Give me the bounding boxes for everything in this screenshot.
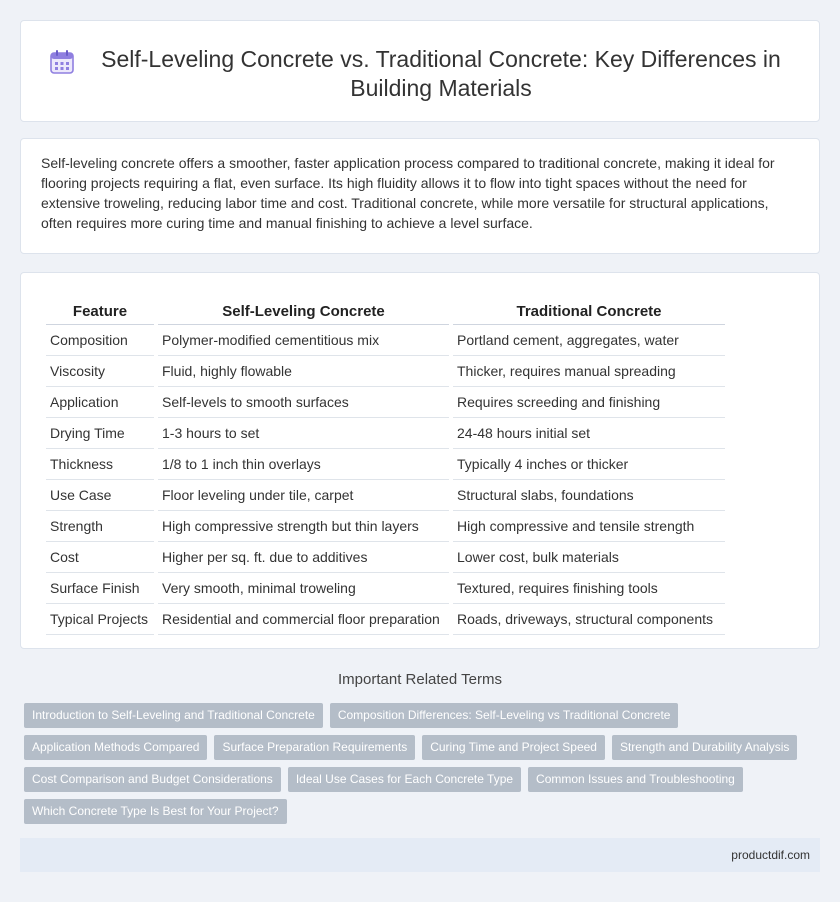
table-row: [46, 356, 725, 387]
self-leveling-cell: Very smooth, minimal troweling: [158, 573, 449, 604]
feature-cell: Use Case: [46, 480, 154, 511]
related-term-link[interactable]: Introduction to Self-Leveling and Traditional Concrete: [24, 703, 323, 728]
related-term-link[interactable]: Which Concrete Type Is Best for Your Project?: [24, 799, 287, 824]
self-leveling-cell: Polymer-modified cementitious mix: [158, 325, 449, 356]
column-header-feature: Feature: [46, 294, 154, 325]
self-leveling-cell: Higher per sq. ft. due to additives: [158, 542, 449, 573]
related-term-link[interactable]: Cost Comparison and Budget Considerations: [24, 767, 281, 792]
traditional-cell: Portland cement, aggregates, water: [453, 325, 725, 356]
intro-paragraph: Self-leveling concrete offers a smoother, faster application process compared to traditional concrete, making it ideal for flooring projects requiring a flat, even surface. Its high fluidity allows it to flow into tight spaces without the need for extensive troweling, reducing labor time and cost. Traditional concrete, while more versatile for structural applications, often requires more curing time and manual finishing to achieve a level surface.: [41, 155, 775, 231]
table-row: [46, 511, 725, 542]
traditional-cell: Textured, requires finishing tools: [453, 573, 725, 604]
table-row: [46, 604, 725, 635]
feature-cell: Strength: [46, 511, 154, 542]
feature-cell: Thickness: [46, 449, 154, 480]
comparison-card: [20, 272, 820, 649]
traditional-cell: Typically 4 inches or thicker: [453, 449, 725, 480]
column-header-traditional: Traditional Concrete: [453, 294, 725, 325]
related-term-link[interactable]: Composition Differences: Self-Leveling vs Traditional Concrete: [330, 703, 679, 728]
table-row: [46, 449, 725, 480]
self-leveling-cell: Floor leveling under tile, carpet: [158, 480, 449, 511]
related-term-link[interactable]: Curing Time and Project Speed: [422, 735, 605, 760]
table-row: [46, 480, 725, 511]
footer: [20, 838, 820, 872]
footer-site-link[interactable]: productdif.com: [731, 848, 810, 862]
feature-cell: Typical Projects: [46, 604, 154, 635]
comparison-table: [42, 294, 729, 635]
table-row: [46, 573, 725, 604]
self-leveling-cell: High compressive strength but thin layers: [158, 511, 449, 542]
column-header-self-leveling: Self-Leveling Concrete: [158, 294, 449, 325]
feature-cell: Viscosity: [46, 356, 154, 387]
table-row: [46, 542, 725, 573]
table-row: [46, 418, 725, 449]
traditional-cell: High compressive and tensile strength: [453, 511, 725, 542]
traditional-cell: Requires screeding and finishing: [453, 387, 725, 418]
self-leveling-cell: Fluid, highly flowable: [158, 356, 449, 387]
self-leveling-cell: 1-3 hours to set: [158, 418, 449, 449]
table-header-row: [46, 294, 725, 325]
traditional-cell: Structural slabs, foundations: [453, 480, 725, 511]
feature-cell: Drying Time: [46, 418, 154, 449]
page-title: Self-Leveling Concrete vs. Traditional Concrete: Key Differences in Building Materials: [101, 46, 781, 101]
related-term-link[interactable]: Strength and Durability Analysis: [612, 735, 797, 760]
related-term-link[interactable]: Surface Preparation Requirements: [214, 735, 415, 760]
feature-cell: Cost: [46, 542, 154, 573]
self-leveling-cell: Residential and commercial floor preparation: [158, 604, 449, 635]
related-terms-list: [24, 703, 824, 831]
header-card: [20, 20, 820, 122]
feature-cell: Application: [46, 387, 154, 418]
related-term-link[interactable]: Common Issues and Troubleshooting: [528, 767, 743, 792]
related-term-link[interactable]: Ideal Use Cases for Each Concrete Type: [288, 767, 521, 792]
related-terms-heading: Important Related Terms: [338, 671, 502, 688]
calendar-icon: [49, 49, 75, 75]
self-leveling-cell: Self-levels to smooth surfaces: [158, 387, 449, 418]
traditional-cell: Roads, driveways, structural components: [453, 604, 725, 635]
related-term-link[interactable]: Application Methods Compared: [24, 735, 207, 760]
table-row: [46, 325, 725, 356]
traditional-cell: 24-48 hours initial set: [453, 418, 725, 449]
traditional-cell: Thicker, requires manual spreading: [453, 356, 725, 387]
feature-cell: Surface Finish: [46, 573, 154, 604]
table-row: [46, 387, 725, 418]
title-row: [21, 21, 819, 103]
intro-card: [20, 138, 820, 254]
traditional-cell: Lower cost, bulk materials: [453, 542, 725, 573]
feature-cell: Composition: [46, 325, 154, 356]
self-leveling-cell: 1/8 to 1 inch thin overlays: [158, 449, 449, 480]
